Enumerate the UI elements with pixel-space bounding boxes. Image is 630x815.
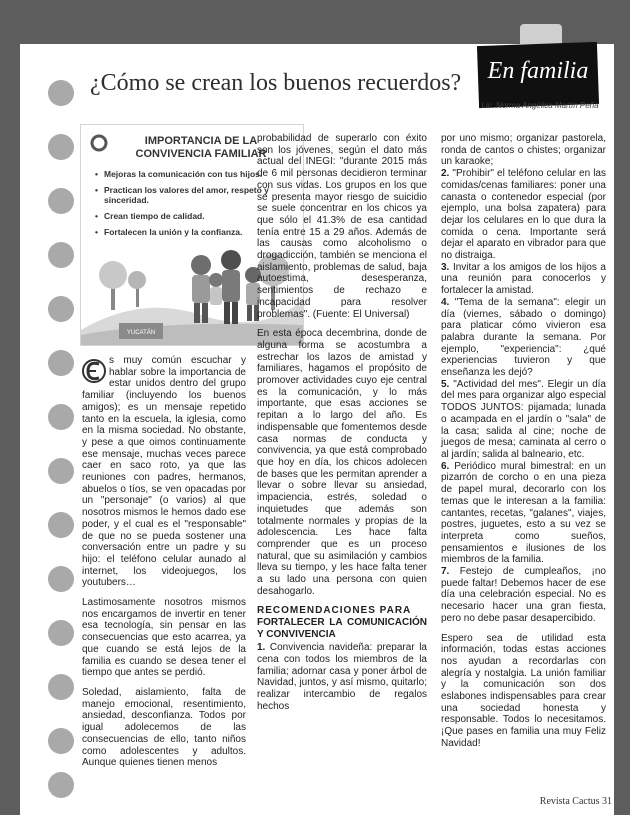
speech-icon — [92, 136, 106, 150]
recommendation-item — [441, 168, 606, 262]
paragraph: En esta época decembrina, donde de alguna forma se acostumbra a estrechar los lazos de amistad y familiares, hagamos el propósito de promover actividades cuyo eje central es la comunicación, y lo más importante, que esas acciones se repitan a lo largo del año. Es indispensable que fomentemos desde casa normas de conducta y convivencia, ya que está comprobado que hoy en día, los chicos adolecen de bases que les permitan aprender a llevar o sobre llevar su ansiedad, impaciencia, estrés, soledad o inquietudes que además son totalmente normales y propias de la adolescencia. Les hace falta comprender que es un proceso natural, que su asimilación y cambios lleva su tiempo, y les hace falta tener a su lado una persona con quien desahogarlo. — [257, 328, 427, 597]
binder-hole — [48, 134, 74, 160]
infographic-title: IMPORTANCIA DE LA CONVIVENCIA FAMILIAR — [135, 135, 267, 160]
drop-cap-e-icon — [82, 355, 106, 387]
item-text: Periódico mural bimestral: en un pizarrón de corcho o en una pieza de papel mural, decorarlo con los temas que le interesan a la familia: cantantes, recetas, "galanes", viajes, postres, juguetes, esto a su vez se interpreta como sueños, pensamientos e ilusiones de los miembros de la familia. — [441, 460, 606, 566]
closing-paragraph: Espero sea de utilidad esta información, todas estas acciones nos ayudan a recordarlas con alegría y nostalgia. La unión familiar y la comunicación son dos eslabones indispensables para crear una sociedad honesta y responsable. Todos lo necesitamos. ¡Que pases en familia una muy Feliz Navidad! — [441, 632, 606, 749]
recommendation-item — [441, 379, 606, 461]
paragraph — [82, 355, 246, 589]
article-column-1 — [82, 355, 246, 777]
item-number: 2. — [441, 168, 450, 180]
logo-text: YUCATÁN — [126, 330, 156, 336]
author-byline: Lic. Norma Angélica Martín Peña — [481, 101, 599, 110]
item-number: 7. — [441, 566, 450, 578]
item-text: Convivencia navideña: preparar la cena con todos los miembros de la familia; adornar casa y poner árbol de Navidad, juntos, y así mismo, quitarlo; realizar intercambio de regalos hechos — [257, 642, 427, 712]
item-text: Festejo de cumpleaños, ¡no puede faltar! Debemos hacer de ese día una celebración especial. No es necesario hacer una gran fiesta, pero no debe pasar desapercibido. — [441, 566, 606, 624]
page-footer: Revista Cactus 31 — [539, 796, 612, 807]
recommendations-subheading: FORTALECER LA COMUNICACIÓN Y CONVIVENCIA — [257, 617, 427, 640]
item-text: Invitar a los amigos de los hijos a una reunión para conocerlos y fortalecer la amistad. — [441, 261, 606, 297]
item-number: 6. — [441, 460, 450, 472]
recommendation-item — [441, 461, 606, 566]
family-figures — [191, 250, 261, 324]
section-label: En familia — [487, 58, 589, 84]
item-number: 1. — [257, 642, 266, 654]
binder-hole — [48, 242, 74, 268]
binder-hole — [48, 512, 74, 538]
binder-hole — [48, 674, 74, 700]
item-number: 3. — [441, 261, 450, 273]
item-text: "Actividad del mes". Elegir un día del mes para organizar algo especial TODOS JUNTOS: pijamada; lunada o acampada en el jardín o "sala" de la casa; salida al cine; noche de juegos de mesa; caminata al cerro o al jardín; salida al balneario, etc. — [441, 378, 606, 460]
binder-hole — [48, 728, 74, 754]
binder-hole — [48, 772, 74, 798]
list-item: • Crean tiempo de calidad. — [95, 211, 295, 221]
binder-hole — [48, 188, 74, 214]
recommendation-item — [441, 566, 606, 625]
binder-hole — [48, 296, 74, 322]
article-title: ¿Cómo se crean los buenos recuerdos? — [90, 70, 462, 96]
recommendation-item — [441, 262, 606, 297]
list-item: • Practican los valores del amor, respeto y sinceridad. — [95, 185, 295, 205]
binder-hole — [48, 80, 74, 106]
binder-hole — [48, 620, 74, 646]
recommendation-item: por uno mismo; organizar pastorela, ronda de cantos o chistes; organizar un karaoke; — [441, 133, 606, 168]
article-column-3 — [441, 133, 606, 758]
binder-hole — [48, 458, 74, 484]
item-text: "Prohibir" el teléfono celular en las comidas/cenas familiares: poner una canasta o contenedor especial (por ejemplo, una bolsa zapatera) para dejar los celulares en lo que dura la comida o cena. Importante será dejar el aparato en vibrador para que no distraiga. — [441, 168, 606, 262]
item-number: 5. — [441, 378, 450, 390]
paragraph: Lastimosamente nosotros mismos nos encargamos de invertir en tener esa tecnología, sin pensar en las consecuencias que esto acarrea, ya que cuando se está lejos de la familia es cuando se desea tener el tiempo que antes se perdió. — [82, 597, 246, 679]
list-item: • Mejoras la comunicación con tus hijos. — [95, 169, 295, 179]
item-text: "Tema de la semana": elegir un día (viernes, sábado o domingo) para platicar cómo vivieron esa palabra durante la semana. Por ejemplo, "experiencia": ¿qué experiencias tuvieron y que enseñanza les dejó? — [441, 296, 606, 379]
binder-hole — [48, 566, 74, 592]
binder-hole — [48, 350, 74, 376]
list-item: • Fortalecen la unión y la confianza. — [95, 227, 295, 237]
paragraph: Soledad, aislamiento, falta de manejo emocional, resentimiento, ansiedad, desconfianza. Todos por igual adolecemos de las consecuencias de ello, tanto niños como adolescentes y adultos. Aunque quienes tienen menos — [82, 686, 246, 769]
binder-hole — [48, 404, 74, 430]
paragraph-text: s muy común escuchar y hablar sobre la importancia de estar unidos dentro del grupo familiar (incluyendo los buenos amigos); es un mensaje repetido tanto en la escuela, la iglesia, como en la misma sociedad. No obstante, y pese a que oimos continuamente ese mensaje, muchas veces parece caer en saco roto, ya que las reuniones con padres, hermanos, abuelos o tíos, se ven opacadas por un "personaje" (o varios) al que nosotros mismos le hemos dado ese poder, y el cual es el "responsable" de que no se pueda sostener una conversación entre un padre y su hijo: el teléfono celular aunado al internet, los videojuegos, los youtubers… — [82, 355, 246, 589]
article-column-2 — [257, 133, 427, 720]
recommendations-heading: RECOMENDACIONES PARA — [257, 605, 412, 617]
recommendation-item — [441, 297, 606, 379]
paragraph: probabilidad de superarlo con éxito son los jóvenes, según el dato más actual del INEGI: "durante 2015 más de 6 mil personas decidieron terminar con sus vidas. Los grupos en los que se presenta mayor riesgo de suicidio se suele concentrar en los chicos ya que sólo el 41.3% de esa cantidad tenía entre 15 a 29 años. Además de las causas como alcoholismo o drogadicción, también se menciona el aislamiento, problemas de salud, baja autoestima, desesperanza, sentimientos de rechazo e incapacidad para resolver problemas". (Fuente: El Universal) — [257, 133, 427, 320]
recommendation-item — [257, 642, 427, 712]
item-number: 4. — [441, 296, 450, 308]
